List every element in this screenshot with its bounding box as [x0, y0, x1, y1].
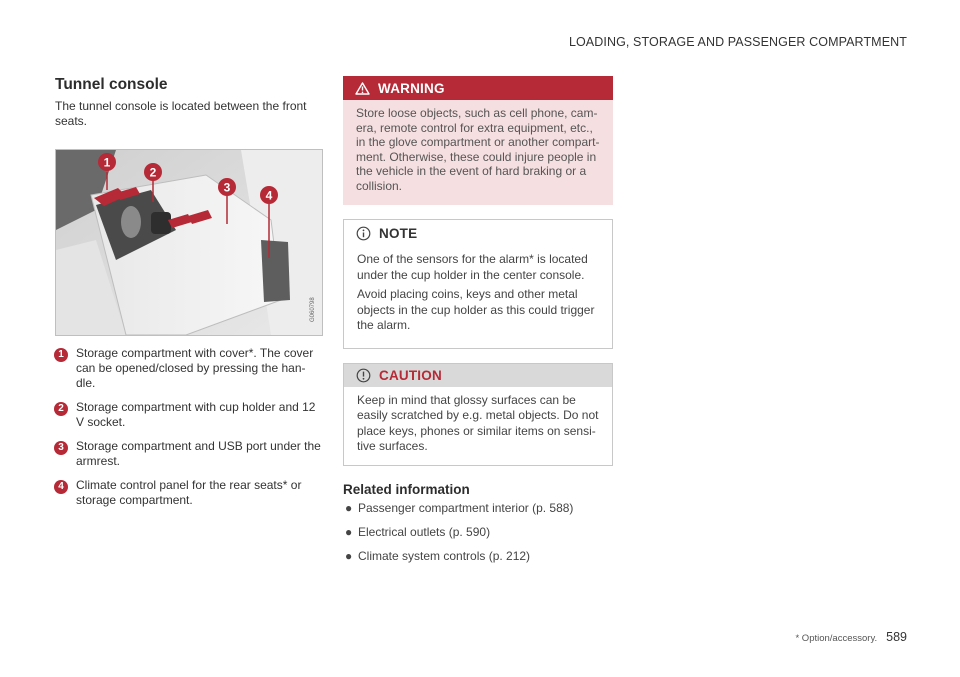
note-header: [344, 220, 612, 246]
info-icon: [356, 226, 371, 241]
related-information-list: [343, 501, 613, 564]
list-item[interactable]: [343, 501, 613, 516]
caution-text: Keep in mind that glossy surfaces can be easily scratched by e.g. metal objects. Do not place keys, phones or similar items on sensi-tive surfaces.: [357, 392, 599, 453]
rear-panel: [261, 240, 290, 302]
section-intro: The tunnel console is located between the front seats.: [55, 99, 307, 128]
callout-item: [55, 400, 323, 430]
page-header: LOADING, STORAGE AND PASSENGER COMPARTMENT: [568, 35, 907, 49]
callout-list: [55, 346, 323, 508]
related-link[interactable]: Electrical outlets (p. 590): [358, 524, 491, 539]
callout-text: Climate control panel for the rear seats* or storage compartment.: [76, 478, 302, 507]
gear-selector: [121, 206, 141, 238]
callout-number: 3: [54, 441, 68, 455]
related-information-title: Related information: [343, 481, 470, 497]
note-body: [344, 246, 612, 348]
right-column: [343, 76, 613, 573]
warning-title: WARNING: [378, 80, 445, 96]
note-title: NOTE: [379, 225, 418, 241]
callout-number: 1: [54, 348, 68, 362]
bullet-icon: ●: [345, 500, 353, 515]
warning-text: Store loose objects, such as cell phone, cam-era, remote control for extra equipment, etc., in the glove compartment or another compart-ment. Otherwise, these could injure people in the vehicle in the event of hard braking or a collision.: [356, 106, 600, 193]
callout-number: 2: [54, 402, 68, 416]
bullet-icon: ●: [345, 548, 353, 563]
figure-callout-2-label: 2: [149, 165, 157, 180]
tunnel-console-illustration: [56, 150, 322, 335]
related-link[interactable]: Climate system controls (p. 212): [358, 548, 531, 563]
section-title: Tunnel console: [55, 76, 168, 93]
page-footer: [795, 630, 907, 644]
left-column: [55, 76, 323, 517]
callout-item: [55, 439, 323, 469]
callout-text: Storage compartment with cover*. The cover can be opened/closed by pressing the han-dle.: [76, 346, 314, 390]
note-box: [343, 219, 613, 349]
tunnel-console-photo: [55, 149, 323, 336]
callout-text: Storage compartment with cup holder and 12 V socket.: [76, 400, 316, 429]
note-paragraph-1: One of the sensors for the alarm* is located under the cup holder in the center console.: [357, 252, 588, 282]
figure-callout-3-label: 3: [223, 180, 231, 195]
callout-number: 4: [54, 480, 68, 494]
page-number: 589: [886, 630, 907, 644]
caution-icon: [356, 368, 371, 383]
warning-box: [343, 76, 613, 205]
footnote: * Option/accessory.: [795, 633, 878, 644]
caution-box: [343, 363, 613, 466]
cup-holder: [151, 212, 171, 234]
bullet-icon: ●: [345, 524, 353, 539]
figure-callout-1-label: 1: [103, 155, 111, 170]
figure-callout-4-label: 4: [265, 188, 273, 203]
caution-header: [344, 364, 612, 387]
callout-item: [55, 346, 323, 391]
caution-title: CAUTION: [379, 367, 442, 383]
note-paragraph-2: Avoid placing coins, keys and other metal objects in the cup holder as this could trigger the alarm.: [357, 287, 595, 332]
warning-triangle-icon: [355, 82, 370, 95]
figure-code: G060798: [310, 297, 316, 322]
related-link[interactable]: Passenger compartment interior (p. 588): [358, 500, 574, 515]
warning-header: [343, 76, 613, 100]
callout-text: Storage compartment and USB port under the armrest.: [76, 439, 321, 468]
list-item[interactable]: [343, 525, 613, 540]
callout-item: [55, 478, 323, 508]
list-item[interactable]: [343, 549, 613, 564]
